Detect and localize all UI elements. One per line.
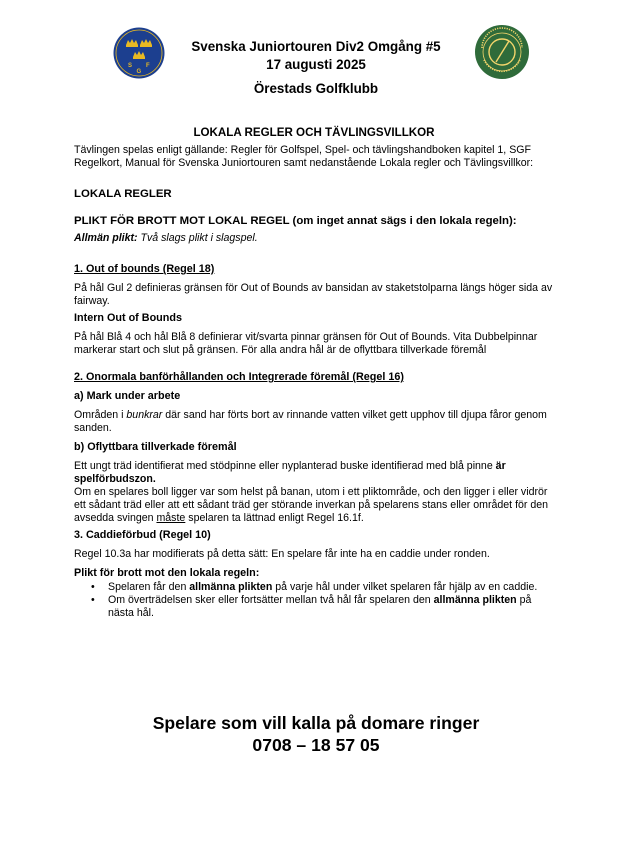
local-rules-heading: LOKALA REGLER xyxy=(74,188,172,200)
club-name: Örestads Golfklubb xyxy=(253,81,379,96)
section-3-text: Regel 10.3a har modifierats på detta sätt: En spelare får inte ha en caddie under ronden. xyxy=(74,548,490,560)
section-2a-text-1: Områden i xyxy=(74,409,127,421)
intro-text: Tävlingen spelas enligt gällande: Regler för Golfspel, Spel- och tävlingshandboken kapitel 1, SGF Regelkort, Manual för Svenska Juniortouren samt nedanstående Lokala regler och Tävlingsvillkor: xyxy=(74,144,534,169)
section-2b-text-2: Om en spelares boll ligger var som helst på banan, utom i ett pliktområde, och den ligger i eller vidrör ett sådant träd eller att ett sådant träd ger störande inverkan på spelarens stans eller området för den avsedda svingen xyxy=(74,486,549,524)
section-2-heading: 2. Onormala banförhållanden och Integrerade föremål (Regel 16) xyxy=(74,371,404,383)
section-1-text: På hål Gul 2 definieras gränsen för Out of Bounds av bansidan av staketstolparna längs höger sida av fairway. xyxy=(74,282,553,307)
list-item: • Om överträdelsen sker eller fortsätter mellan två hål får spelaren den allmänna plikten på nästa hål. xyxy=(91,594,532,619)
section-2a-text-em: bunkrar xyxy=(126,409,163,421)
referee-phone-number: 0708 – 18 57 05 xyxy=(252,735,380,755)
section-1-sub-heading: Intern Out of Bounds xyxy=(74,312,182,324)
sgf-letter-s: S xyxy=(128,63,133,69)
rules-content xyxy=(74,126,554,620)
section-2b-text-under: måste xyxy=(156,512,186,524)
section-1-sub-text: På hål Blå 4 och hål Blå 8 definierar vit/svarta pinnar gränsen för Out of Bounds. Vita Dubbelpinnar markerar start och slut på gränsen. För alla andra hål är de oflyttbara tillverkade föremål xyxy=(74,331,538,356)
document-title: LOKALA REGLER OCH TÄVLINGSVILLKOR xyxy=(193,126,435,139)
general-penalty-label: Allmän plikt: xyxy=(74,232,138,244)
bullet-icon: • xyxy=(91,581,95,593)
section-2a-text xyxy=(74,409,554,435)
orestads-golfklubb-logo-icon xyxy=(474,24,530,80)
general-penalty-text: Två slags plikt i slagspel. xyxy=(137,232,258,244)
event-date: 17 augusti 2025 xyxy=(266,57,366,72)
section-3-penalty-list xyxy=(74,581,554,620)
section-2b-text-3: spelaren ta lättnad enligt Regel 16.1f. xyxy=(185,512,364,524)
section-2b-text-1: Ett ungt träd identifierat med stödpinne eller nyplanterad buske identifierad med blå pinne xyxy=(74,460,496,472)
section-3-heading: 3. Caddieförbud (Regel 10) xyxy=(74,529,211,541)
section-2a-text-2: där sand har förts bort av rinnande vatten vilket gett upphov till djupa fåror genom sanden. xyxy=(74,409,547,434)
section-2b-text-cont xyxy=(74,486,554,525)
sgf-letter-f: F xyxy=(146,63,150,69)
referee-contact xyxy=(0,712,632,756)
section-2b-heading: b) Oflyttbara tillverkade föremål xyxy=(74,441,237,453)
section-2b-text-bold: är spelförbudszon. xyxy=(74,460,506,485)
referee-contact-text: Spelare som vill kalla på domare ringer xyxy=(152,713,480,733)
general-penalty xyxy=(74,232,554,245)
section-2b-text xyxy=(74,460,554,486)
bullet-icon: • xyxy=(91,594,95,606)
penalty-heading: PLIKT FÖR BROTT MOT LOKAL REGEL (om inget annat sägs i den lokala regeln): xyxy=(74,215,517,227)
section-3-penalty-heading: Plikt för brott mot den lokala regeln: xyxy=(74,567,260,579)
section-1-heading: 1. Out of bounds (Regel 18) xyxy=(74,263,215,275)
sgf-letter-g: G xyxy=(136,69,142,75)
document-header xyxy=(150,38,482,98)
list-item: • Spelaren får den allmänna plikten på varje hål under vilket spelaren får hjälp av en caddie. xyxy=(91,581,538,593)
section-2a-heading: a) Mark under arbete xyxy=(74,390,181,402)
event-title: Svenska Juniortouren Div2 Omgång #5 xyxy=(191,39,441,54)
